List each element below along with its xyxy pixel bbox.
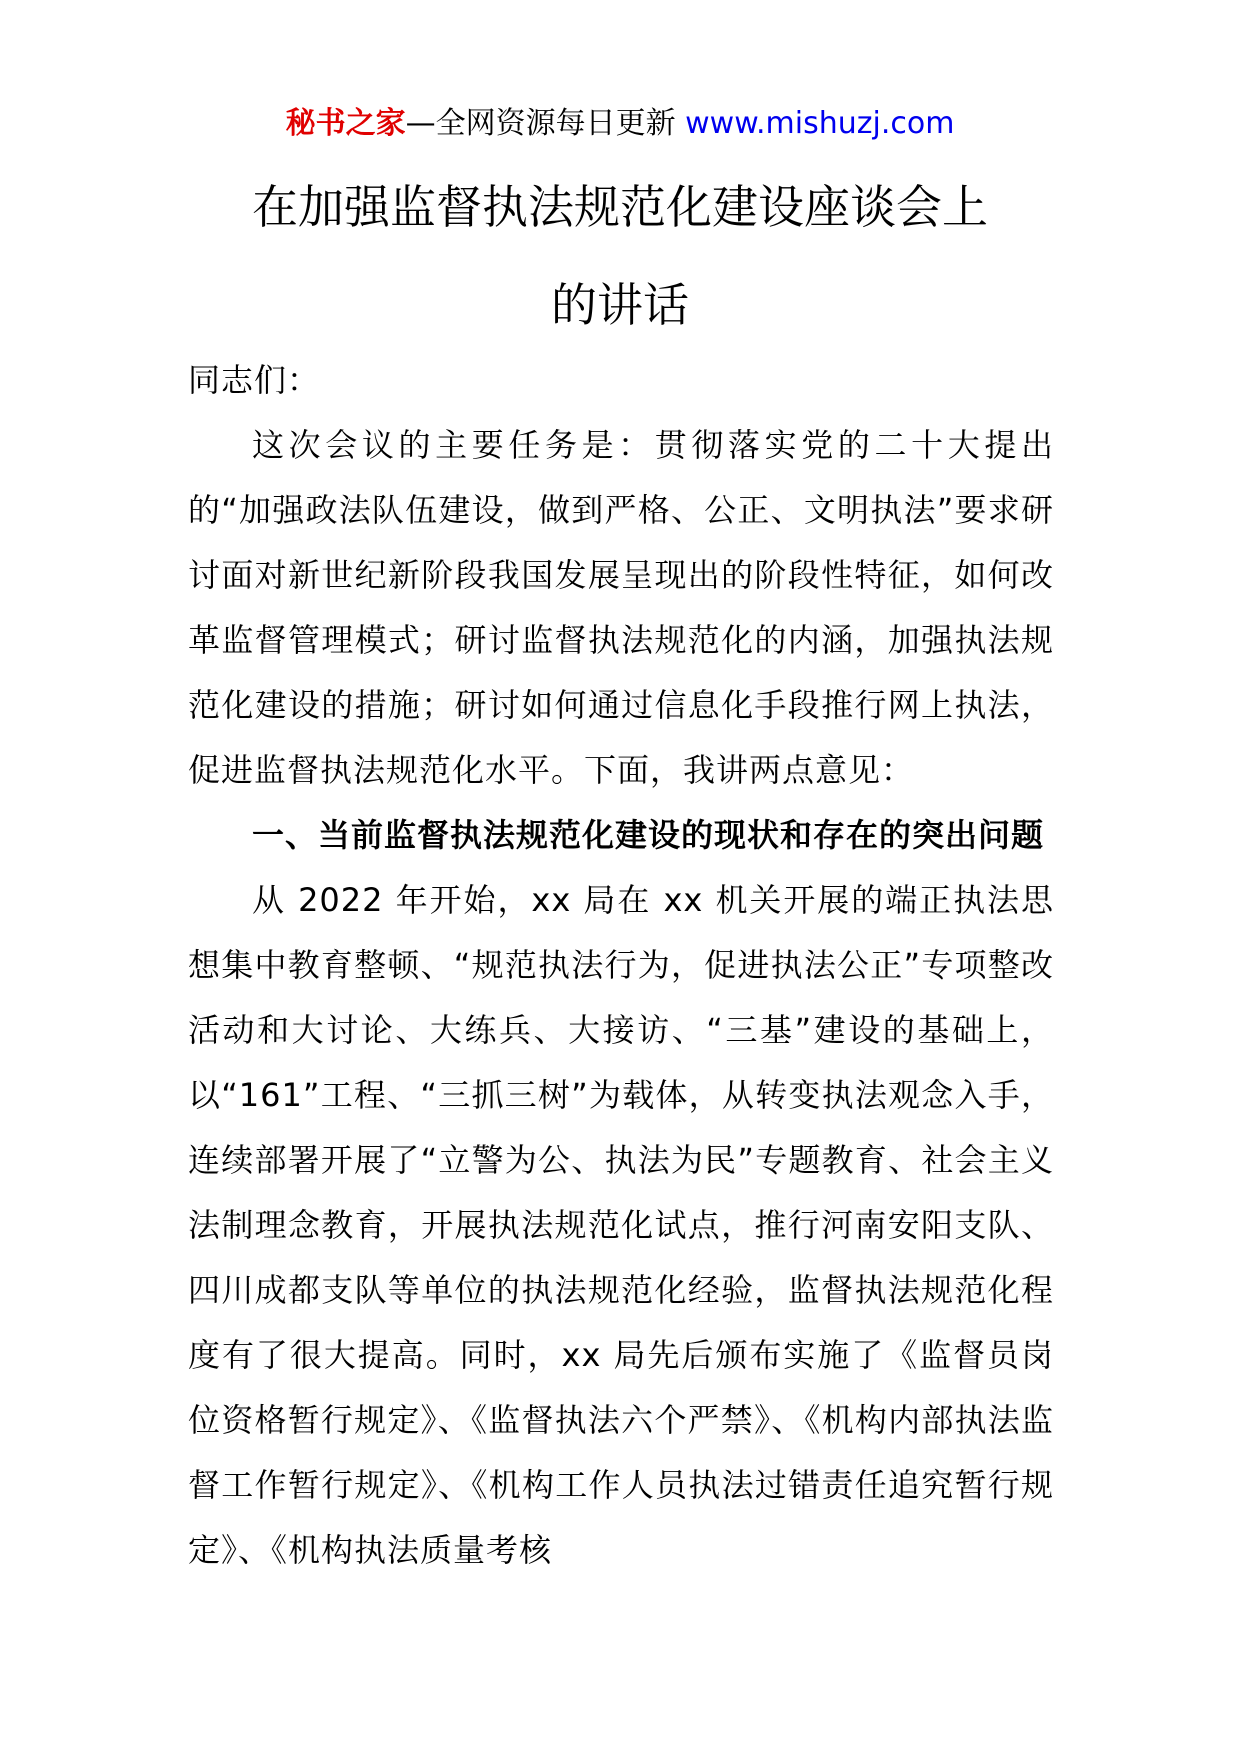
title-line-1: 在加强监督执法规范化建设座谈会上 <box>252 180 988 234</box>
title-line-2: 的讲话 <box>551 278 689 332</box>
site-url-link[interactable]: www.mishuzj.com <box>685 106 955 141</box>
section-1-paragraph: 从 2022 年开始，xx 局在 xx 机关开展的端正执法思想集中教育整顿、“规范执法行为，促进执法公正”专项整改活动和大讨论、大练兵、大接访、“三基”建设的基础上，以“161”工程、“三抓三树”为载体，从转变执法观念入手，连续部署开展了“立警为公、执法为民”专题教育、社会主义法制理念教育，开展执法规范化试点，推行河南安阳支队、四川成都支队等单位的执法规范化经验，监督执法规范化程度有了很大提高。同时，xx 局先后颁布实施了《监督员岗位资格暂行规定》、《监督执法六个严禁》、《机构内部执法监督工作暂行规定》、《机构工作人员执法过错责任追究暂行规定》、《机构执法质量考核 <box>188 881 1054 1569</box>
document-body <box>188 348 1054 1583</box>
intro-paragraph: 这次会议的主要任务是：贯彻落实党的二十大提出的“加强政法队伍建设，做到严格、公正、文明执法”要求研讨面对新世纪新阶段我国发展呈现出的阶段性特征，如何改革监督管理模式；研讨监督执法规范化的内涵，加强执法规范化建设的措施；研讨如何通过信息化手段推行网上执法，促进监督执法规范化水平。下面，我讲两点意见： <box>188 426 1054 789</box>
document-title <box>0 158 1240 354</box>
salutation: 同志们： <box>188 361 321 399</box>
site-header <box>0 100 1240 148</box>
header-tagline: —全网资源每日更新 <box>405 106 686 141</box>
brand-name: 秘书之家 <box>285 106 406 141</box>
section-heading-1: 一、当前监督执法规范化建设的现状和存在的突出问题 <box>252 816 1045 854</box>
